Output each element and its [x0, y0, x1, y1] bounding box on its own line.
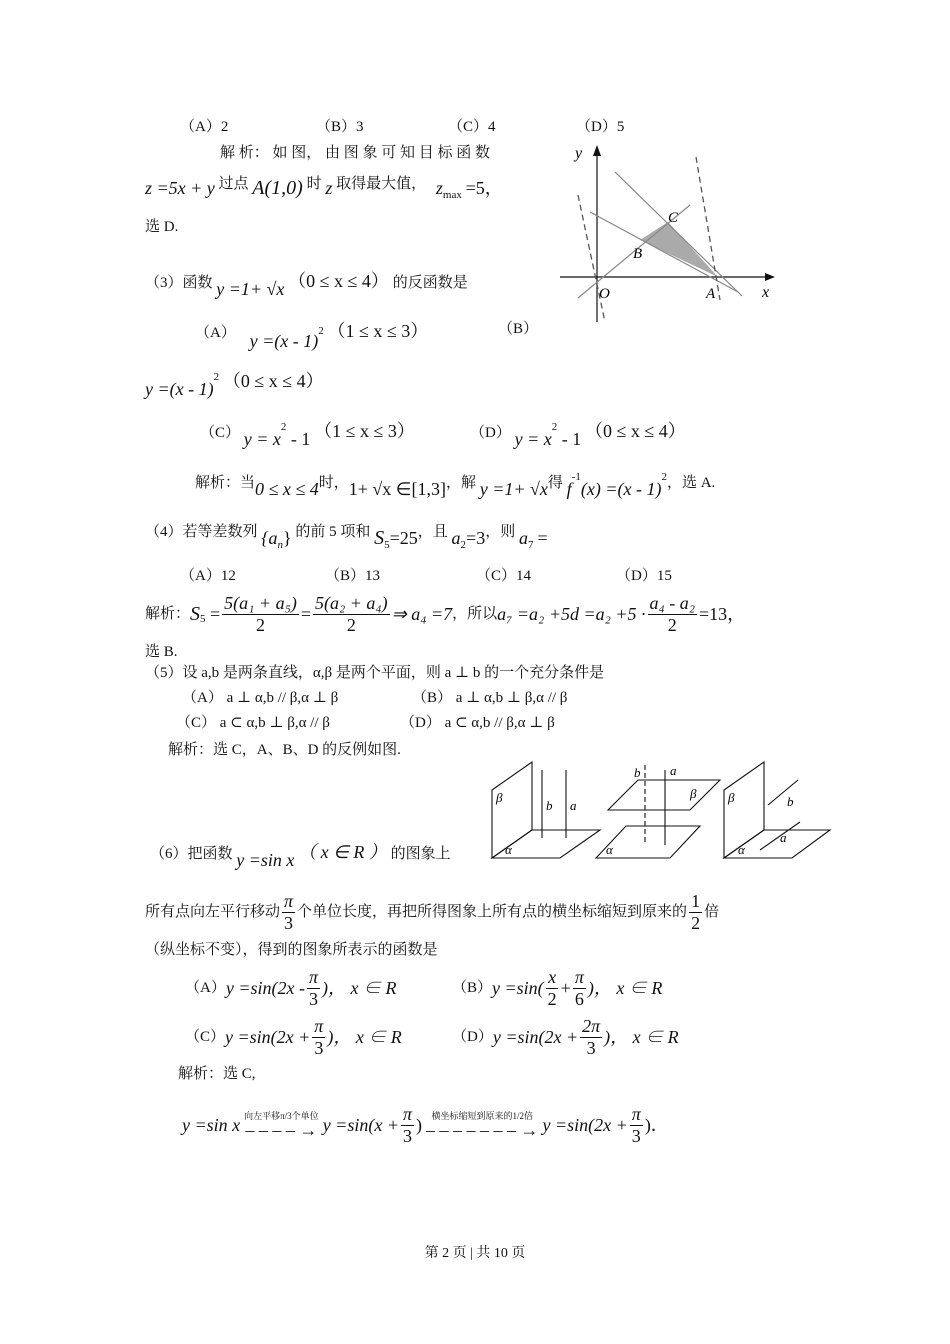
formula: ) [416, 1115, 422, 1135]
formula: S [190, 603, 201, 625]
sub: 7 [527, 539, 534, 551]
text: ，解 [445, 475, 476, 491]
q4-option-d: （D）15 [616, 568, 672, 584]
value: = [537, 528, 548, 548]
formula: y =(x - 1) [249, 331, 319, 351]
q6-option-a [185, 966, 396, 1010]
q5-option-c: （C） a ⊂ α,b ⊥ β,α // β [176, 715, 330, 731]
fig2-a: a [670, 763, 677, 778]
sub: max [442, 189, 462, 201]
formula: y = x [514, 429, 552, 449]
text: 过点 [218, 176, 249, 192]
fraction: $\frac{\pi}{3}$ [402, 1103, 412, 1146]
text: 得 [547, 475, 563, 491]
domain: （1 ≤ x ≤ 3） [314, 421, 415, 441]
fraction: $\frac{\text{a₄ - a₂}}{2}$ [649, 592, 696, 635]
domain: （0 ≤ x ≤ 4） [584, 421, 686, 441]
formula: 0 ≤ x ≤ 4 [255, 479, 319, 499]
formula: )， x ∈ R [327, 1027, 402, 1047]
fig3-b: b [787, 794, 794, 809]
sub: 2 [460, 539, 467, 551]
point: A(1,0) [252, 177, 303, 199]
q3-option-b [145, 371, 324, 399]
formula: y =(x - 1) [145, 379, 214, 399]
text: 时 [306, 176, 322, 192]
domain: （0 ≤ x ≤ 4） [288, 271, 389, 291]
arrow-icon: – – – – → [245, 1119, 318, 1140]
q6-option-d [452, 1015, 679, 1059]
q6-line2 [145, 890, 719, 934]
arrow-label: 向左平移π/3个单位 [244, 1110, 319, 1121]
fraction-pi-3: $\frac{\pi}{3}$ [284, 890, 294, 933]
q2-option-a: （A）2 [180, 119, 229, 135]
fig3-alpha: α [738, 842, 745, 857]
sub: 5 [384, 539, 390, 551]
formula: y =sin x [182, 1115, 241, 1135]
q6-analysis: 解析：选 C, [178, 1066, 256, 1082]
q6-stem [150, 842, 451, 870]
formula: } [282, 528, 292, 548]
formula: y =sin(2x + [492, 1027, 579, 1047]
fig3-beta: β [728, 790, 735, 805]
formula: ⇒ a₄ =7 [391, 604, 453, 624]
text: ，则 [485, 524, 516, 540]
q2-analysis-line2 [145, 172, 503, 201]
formula: y =sin(2x - [225, 978, 305, 998]
text: 解析： [145, 605, 191, 622]
q4-option-c: （C）14 [476, 568, 532, 584]
q5-option-d: （D） a ⊂ α,b // β,α ⊥ β [400, 715, 555, 731]
q4-stem [145, 520, 548, 551]
fraction: $\frac{\pi}{3}$ [308, 966, 318, 1009]
q5-counterexample-figures [485, 755, 835, 865]
q5-option-a: （A） a ⊥ α,b // β,α ⊥ β [182, 690, 339, 706]
fraction: $\frac{\text{5(a₂ + a₄)}}{2}$ [314, 592, 388, 635]
text: （4）若等差数列 [145, 524, 258, 540]
formula: 1+ √x ∈[1,3] [348, 479, 446, 499]
formula: )． [644, 1115, 669, 1135]
label: （C） [200, 425, 241, 441]
formula: )， x ∈ R [604, 1027, 679, 1047]
text: 倍 [704, 903, 720, 920]
page-footer: 第 2 页 | 共 10 页 [424, 1246, 526, 1261]
label: （C） [185, 1028, 226, 1045]
value: =5， [465, 178, 503, 198]
result: =13， [699, 604, 746, 624]
fig3-a: a [780, 830, 787, 845]
formula: z =5x + y [145, 178, 215, 198]
q6-option-c [185, 1015, 402, 1059]
sup: -1 [571, 471, 581, 483]
formula: y =1+ √x [479, 479, 548, 499]
value: =25 [389, 528, 418, 548]
formula-tail: - 1 [557, 429, 582, 449]
q3-option-a [195, 321, 429, 351]
label: （D） [452, 1028, 493, 1045]
q5-option-b: （B） a ⊥ α,b ⊥ β,α // β [412, 690, 568, 706]
formula: {a [261, 528, 278, 548]
q4-analysis: 解析： S 5 = $\frac{\text{5(a₁ + a₅)}}{2}$ = $\frac{\text{5(a₂ + a₄)}}{2}$ ⇒ a₄ =7 ，所以 a₇ =a₂ +5d =a₂ +5 · $\frac{\text{a₄ - a₂}}{2}$ =13， [145, 592, 746, 635]
fraction: $\frac{2\pi}{3}$ [582, 1015, 601, 1058]
fraction: $\frac{\pi}{3}$ [631, 1103, 641, 1146]
label: （A） [185, 979, 226, 996]
arrow-icon: – – – – – – – → [426, 1119, 539, 1140]
formula: y =sin(2x + [542, 1115, 628, 1135]
label-o: O [599, 286, 610, 302]
x-label: x [762, 284, 770, 301]
arrow-label: 横坐标缩短到原来的1/2倍 [431, 1110, 533, 1121]
formula: (x) =(x - 1) [580, 479, 662, 499]
formula: a [451, 528, 461, 548]
q4-option-b: （B）13 [325, 568, 381, 584]
q2-option-b: （B）3 [316, 119, 364, 135]
label-a: A [706, 286, 716, 302]
text: 的前 5 项和 [295, 524, 371, 540]
feasible-region [640, 222, 718, 277]
sup: 2 [280, 421, 287, 433]
text: 的反函数是 [392, 275, 468, 291]
fraction: $\frac{\pi}{3}$ [314, 1015, 324, 1058]
formula: a₇ =a₂ +5d =a₂ +5 · [497, 604, 646, 624]
q6-line3: （纵坐标不变），得到的图象所表示的函数是 [145, 942, 438, 958]
formula: y =sin(x + [322, 1115, 399, 1135]
text: 时， [318, 475, 349, 491]
formula: y =1+ √x [216, 279, 285, 299]
sup: 2 [661, 471, 667, 483]
text: 个单位长度，再把所得图象上所有点的横坐标缩短到原来的 [297, 903, 688, 920]
text: ，且 [417, 524, 448, 540]
sup: 2 [551, 421, 558, 433]
q4-choice: 选 B. [145, 644, 178, 660]
q2-analysis: 解 析： 如 图， 由 图 象 可 知 目 标 函 数 [220, 145, 491, 161]
q2-option-c: （C）4 [448, 119, 496, 135]
q3-option-c [200, 421, 415, 449]
domain: （ x ∈ R ） [298, 842, 387, 862]
fig2-alpha: α [606, 842, 613, 857]
text: ，选 A. [666, 475, 716, 491]
formula: )， x ∈ R [322, 978, 397, 998]
fig1-alpha: α [505, 842, 512, 857]
formula: a [518, 528, 528, 548]
q6-transform-chain [182, 1100, 669, 1150]
sub: 5 [200, 612, 206, 625]
formula: y =sin( [492, 978, 544, 998]
q5-analysis: 解析：选 C，A、B、D 的反例如图. [168, 742, 401, 758]
fig2-b: b [634, 765, 641, 780]
arrow-compress [426, 1112, 539, 1139]
formula-tail: - 1 [286, 429, 311, 449]
label: （B） [452, 979, 493, 996]
var: z [325, 178, 333, 198]
q2-choice: 选 D. [145, 219, 179, 235]
text: 的图象上 [390, 846, 451, 862]
fig1-beta: β [496, 790, 503, 805]
sup: 2 [318, 325, 324, 337]
q4-option-a: （A）12 [180, 568, 236, 584]
sup: 2 [213, 371, 220, 383]
formula: y =sin(2x + [225, 1027, 311, 1047]
q6-option-b [452, 966, 662, 1010]
q3-analysis [195, 471, 716, 499]
arrow-shift-left [244, 1112, 319, 1139]
q3-option-d [470, 421, 686, 449]
formula: f [566, 479, 572, 499]
formula: )， x ∈ R [587, 978, 663, 998]
label-c: C [668, 210, 679, 226]
fraction: $\frac{\pi}{6}$ [574, 966, 584, 1009]
q2-graph [555, 140, 785, 330]
q3-option-b-label: （B） [498, 321, 539, 337]
y-label: y [575, 145, 583, 162]
label: （D） [470, 425, 511, 441]
fig1-b: b [546, 798, 553, 813]
q3-stem [145, 271, 468, 299]
text: （3）函数 [145, 275, 213, 291]
fig1-a: a [570, 798, 577, 813]
q5-stem: （5）设 a,b 是两条直线，α,β 是两个平面，则 a ⊥ b 的一个充分条件是 [145, 665, 605, 681]
text: ，所以 [452, 605, 498, 622]
sub: n [277, 539, 283, 551]
domain: （0 ≤ x ≤ 4） [222, 371, 324, 391]
formula: S [374, 527, 385, 549]
text: 解析：当 [195, 475, 256, 491]
label: （A） [195, 325, 236, 341]
domain: （1 ≤ x ≤ 3） [327, 321, 429, 341]
value: =3 [466, 528, 486, 548]
var: z [435, 178, 443, 198]
formula: + [560, 978, 571, 998]
fraction: $\frac{\text{5(a₁ + a₅)}}{2}$ [224, 592, 297, 635]
text: 所有点向左平行移动 [145, 903, 281, 920]
text: 取得最大值， [336, 176, 427, 192]
formula: y =sin x [236, 850, 295, 870]
text: （6）把函数 [150, 846, 233, 862]
label-b: B [633, 246, 643, 262]
formula: y = x [243, 429, 281, 449]
fraction-1-2: $\frac{1}{2}$ [691, 890, 701, 933]
fig2-beta: β [690, 786, 697, 801]
fraction: $\frac{x}{2}$ [547, 966, 557, 1009]
q2-option-d: （D）5 [576, 119, 625, 135]
